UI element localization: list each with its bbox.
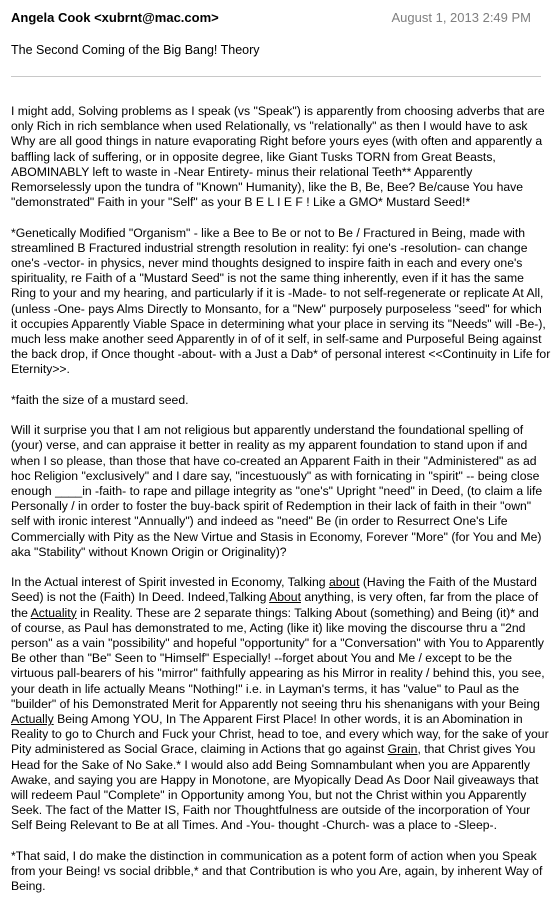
underlined-word: Actuality (30, 605, 77, 620)
paragraph-6: *That said, I do make the distinction in communication as a potent form of action when you Speak from your Being! vs social dribble,* and that Contribution is who you Are, again, by inherent Way of Being. (11, 848, 543, 894)
paragraph-4-text-b: in -faith- to rape and pillage integrity as "one's" Upright "need" in Deed, (to claim a life Personally / in order to foster the buy-back spirit of Redemption in their lack of faith in their "own" self with ironic interest "Annually") and indeed as "need" Be (in order to Resurrect One's Life Commercially with Pity as the New Virtue and Stasis in Economy, Forever "More" (for You and Me) aka "Stability" without Known Origin or Originality)? (11, 484, 543, 559)
underlined-word: about (328, 575, 360, 590)
paragraph-5 (11, 575, 551, 833)
sent-date: August 1, 2013 2:49 PM (391, 10, 531, 25)
paragraph-4-text-a: Will it surprise you that I am not religious but apparently understand the foundational spelling of (your) verse, and can appraise it better in reality as my apparent foundation to stand upon if and when I so please, than those that have co-created an Apparent Faith in their "Administered" as ad hoc Religion "exclusively" and I dare say, "incestuously" as with fornicating in "spirit" -- being close enough (11, 423, 540, 499)
underlined-word: Grain (387, 742, 418, 757)
header-divider (11, 76, 541, 77)
paragraph-2: *Genetically Modified "Organism" - like a Bee to Be or not to Be / Fractured in Being, made with streamlined B Fractured industrial strength resolution in reality: fyi one's -resolution- can change one's -vector- in physics, never mind thoughts designed to inspire faith in each and every one's spirituality, re Faith of a "Mustard Seed" is not the same thing inherently, even if it has the same Ring to your and my hearing, and particularly if it is -Made- to not self-regenerate or replicate At All, (unless -One- pays Alms Directly to Monsanto, for a "New" purposely purposeless "seed" for which it occupies Apparently Viable Space in determining what your place in serving its "Needs" will -Be-), much less make another seed Apparently in of of it self, in self-same and Purposeful Being against the back drop, if Once thought -about- with a Just a Dab* of personal interest <<Continuity in Life for Eternity>>. (11, 225, 551, 377)
text-segment: (Having the Faith of the Mustard Seed) is not the (Faith) In Deed. Indeed,Talking (11, 575, 537, 605)
text-segment: In the Actual interest of Spirit invested in Economy, Talking (11, 575, 329, 590)
email-body (11, 104, 551, 910)
text-segment: , that Christ gives You Head for the Sake of No Sake.* I would also add Being Somnambulant when you are Apparently Awake, and saying you are Happy in Monotone, are Myopically Dead As Door Nail giveaways that will redeem Paul "Complete" in Opportunity among You, but not the Christ within you Apparently Seek. The fact of the Matter IS, Faith nor Thoughtfulness are outside of the incorporation of Your Self Being Relevant to Be at all Times. And -You- thought -Church- was a place to -Sleep-. (11, 742, 539, 833)
paragraph-4 (11, 423, 551, 560)
paragraph-3: *faith the size of a mustard seed. (11, 392, 189, 407)
paragraph-1: I might add, Solving problems as I speak (vs "Speak") is apparently from choosing adverbs that are only Rich in rich semblance when used Relationally, vs "relationally" as then I would have to ask Why are all good things in nature evaporating Right before yours eyes (with often and apparently a baffling lack of suffering, or in opposite degree, like Giant Tusks TORN from Great Beasts, ABOMINABLY left to waste in -Near Entirety- minus their relational Teeth** Apparently Remorselessly upon the tundra of "Known" Humanity), like the B, Be, Bee? Be/cause You have "demonstrated" Faith in your "Self" as your B E L I E F ! Like a GMO* Mustard Seed!* (11, 104, 545, 210)
email-header (11, 9, 541, 27)
email-subject: The Second Coming of the Big Bang! Theory (11, 43, 260, 57)
text-segment: anything, is very often, far from the place of the (11, 590, 539, 620)
text-segment: Being Among YOU, In The Apparent First Place! In other words, it is an Abomination in Reality to go to Church and Fuck your Christ, head to toe, and every which way, for the sake of your Pity administered as Social Grace, claiming in Actions that go against (11, 712, 549, 757)
sender[interactable]: Angela Cook <xubrnt@mac.com> (11, 10, 219, 25)
underlined-word: Actually (11, 712, 54, 727)
underlined-word: About (269, 590, 301, 605)
blank-line: ____ (55, 484, 83, 499)
text-segment: in Reality. These are 2 separate things: Talking About (something) and Being (it)* and of course, as Paul has demonstrated to me, Acting (like it) like moving the discourse thru a "2nd person" as a vain "possibility" and hopeful "opportunity" for a "Conversation" with You to Apparently Be other than "Be" Seen to "Himself" Especially! --forget about You and Me / except to be the virtuous pall-bearers of his "mirror" faithfully appearing as his Mirror in reality / behind this, you see, your death in life actually Means "Nothing!" i.e. in Layman's terms, it has "value" to Paul as the "builder" of his Demonstrated Merit for Apparently not seeing thru his shenanigans with your Being (11, 605, 545, 711)
